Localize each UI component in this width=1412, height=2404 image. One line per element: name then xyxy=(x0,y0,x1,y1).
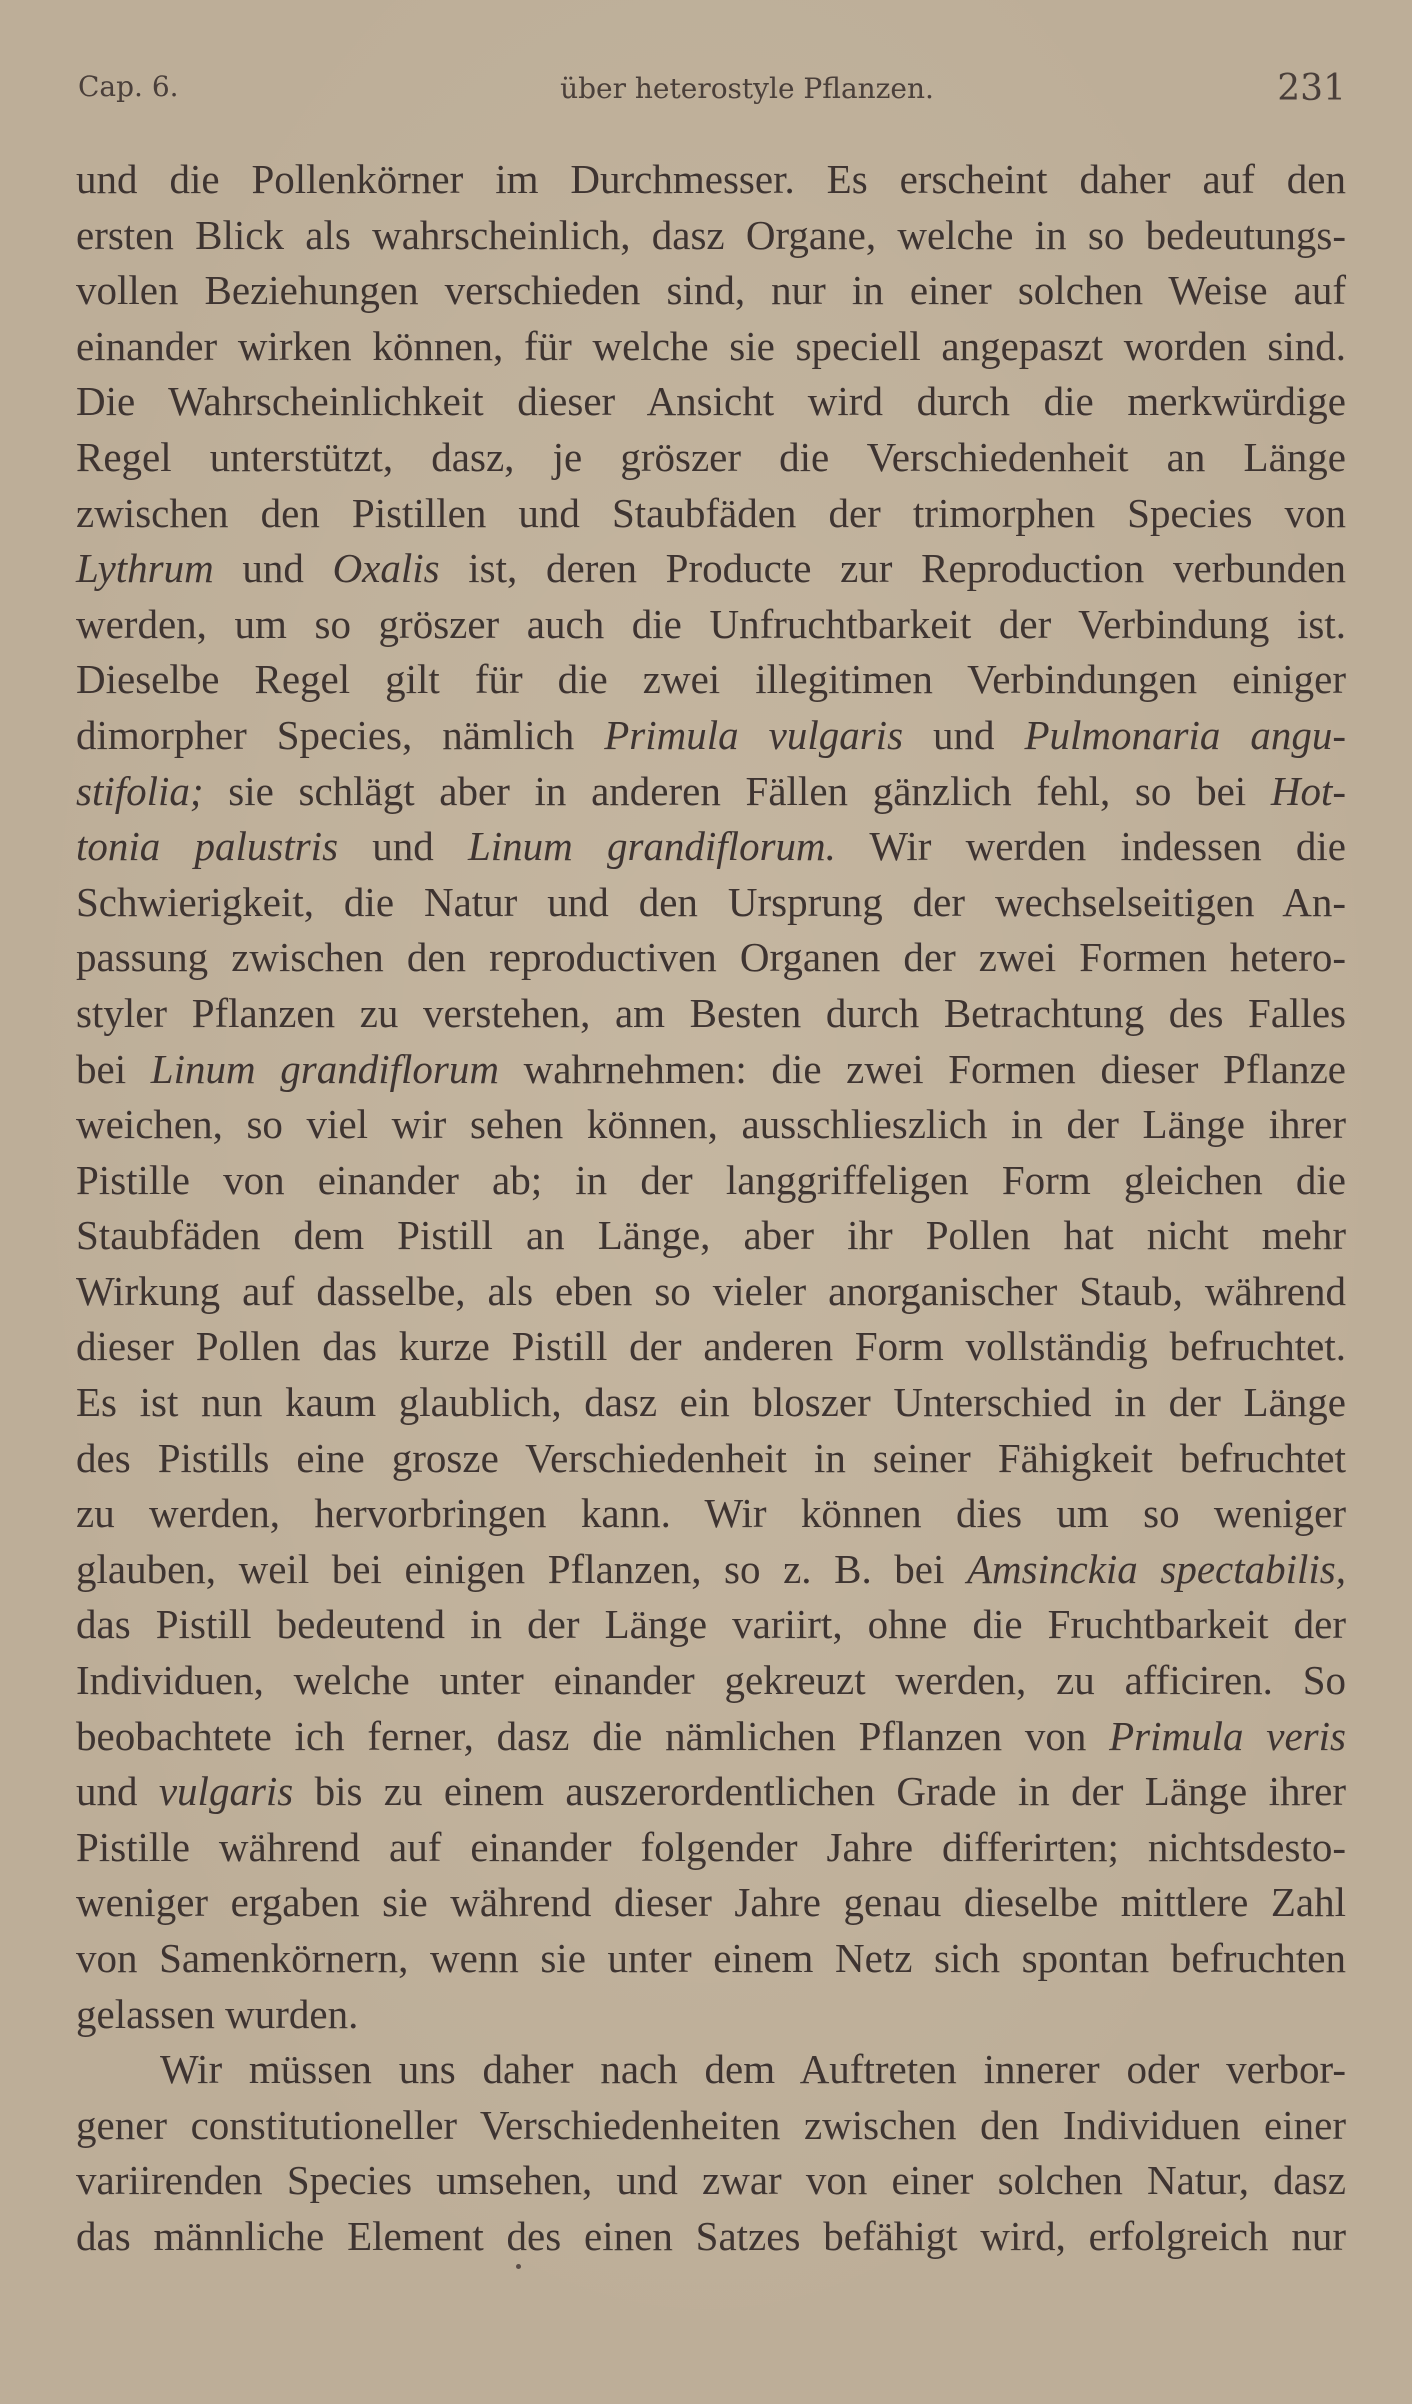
text-line: Pistille von einander ab; in der langgriffeligen Form gleichen die xyxy=(76,1156,1346,1203)
text-line: Dieselbe Regel gilt für die zwei illegitimen Verbindungen einiger xyxy=(76,656,1346,703)
chapter-label: Cap. 6. xyxy=(78,70,179,103)
text-line: Wir müssen uns daher nach dem Auftreten innerer oder verbor- xyxy=(160,2046,1346,2093)
running-title: über heterostyle Pflanzen. xyxy=(560,72,934,105)
text-line: gelassen wurden. xyxy=(76,1990,359,2037)
italic-taxon: tonia palustris xyxy=(76,823,339,870)
text-line: beobachtete ich ferner, dasz die nämlichen Pflanzen von Primula veris xyxy=(76,1712,1346,1759)
print-speck xyxy=(516,2264,521,2269)
text-line: Regel unterstützt, dasz, je gröszer die Verschiedenheit an Länge xyxy=(76,433,1346,480)
text-line: werden, um so gröszer auch die Unfruchtbarkeit der Verbindung ist. xyxy=(76,600,1346,647)
text-line: passung zwischen den reproductiven Organen der zwei Formen hetero- xyxy=(76,934,1346,981)
italic-taxon: Linum grandiflorum xyxy=(150,1045,499,1092)
italic-taxon: Pulmonaria angu- xyxy=(1024,711,1346,758)
italic-taxon: vulgaris xyxy=(158,1768,294,1815)
italic-taxon: Primula vulgaris xyxy=(604,711,904,758)
text-line: weniger ergaben sie während dieser Jahre genau dieselbe mittlere Zahl xyxy=(76,1879,1346,1926)
text-line: ersten Blick als wahrscheinlich, dasz Organe, welche in so bedeutungs- xyxy=(76,211,1346,258)
text-line: Es ist nun kaum glaublich, dasz ein bloszer Unterschied in der Länge xyxy=(76,1379,1346,1426)
text-line: dieser Pollen das kurze Pistill der anderen Form vollständig befruchtet. xyxy=(76,1323,1346,1370)
text-line: variirenden Species umsehen, und zwar von einer solchen Natur, dasz xyxy=(76,2157,1346,2204)
text-line: Individuen, welche unter einander gekreuzt werden, zu afficiren. So xyxy=(76,1657,1346,1704)
text-line: Lythrum und Oxalis ist, deren Producte zur Reproduction verbunden xyxy=(76,545,1347,592)
text-line: bei Linum grandiflorum wahrnehmen: die zwei Formen dieser Pflanze xyxy=(76,1045,1346,1092)
italic-taxon: Hot- xyxy=(1270,767,1346,814)
text-line: weichen, so viel wir sehen können, ausschlieszlich in der Länge ihrer xyxy=(76,1101,1346,1148)
text-line: und die Pollenkörner im Durchmesser. Es erscheint daher auf den xyxy=(76,156,1346,202)
italic-taxon: Lythrum xyxy=(76,545,214,592)
body-text xyxy=(76,152,1346,2265)
text-line: Staubfäden dem Pistill an Länge, aber ihr Pollen hat nicht mehr xyxy=(76,1212,1346,1259)
page-number: 231 xyxy=(1277,68,1346,109)
running-header xyxy=(78,62,1346,112)
text-line: Wirkung auf dasselbe, als eben so vieler anorganischer Staub, während xyxy=(76,1267,1346,1314)
text-line: zu werden, hervorbringen kann. Wir können dies um so weniger xyxy=(76,1490,1346,1537)
text-line: das männliche Element des einen Satzes befähigt wird, erfolgreich nur xyxy=(76,2212,1346,2259)
text-line: stifolia; sie schlägt aber in anderen Fällen gänzlich fehl, so bei Hot- xyxy=(76,767,1346,814)
text-line: styler Pflanzen zu verstehen, am Besten durch Betrachtung des Falles xyxy=(76,989,1346,1036)
text-line: Schwierigkeit, die Natur und den Ursprung der wechselseitigen An- xyxy=(76,878,1346,925)
italic-taxon: Amsinckia spectabilis, xyxy=(967,1545,1346,1592)
text-line: von Samenkörnern, wenn sie unter einem Netz sich spontan befruchten xyxy=(76,1935,1346,1981)
italic-taxon: Primula veris xyxy=(1109,1712,1346,1759)
italic-taxon: Linum grandiflorum. xyxy=(467,823,836,870)
text-line: vollen Beziehungen verschieden sind, nur in einer solchen Weise auf xyxy=(76,267,1346,314)
text-line: gener constitutioneller Verschiedenheiten zwischen den Individuen einer xyxy=(76,2101,1346,2148)
text-line: zwischen den Pistillen und Staubfäden der trimorphen Species von xyxy=(76,489,1346,536)
text-line: des Pistills eine grosze Verschiedenheit in seiner Fähigkeit befruchtet xyxy=(76,1434,1346,1481)
text-line: dimorpher Species, nämlich Primula vulgaris und Pulmonaria angu- xyxy=(76,711,1346,758)
text-line: tonia palustris und Linum grandiflorum. Wir werden indessen die xyxy=(76,823,1346,870)
italic-taxon: Oxalis xyxy=(332,545,440,592)
text-line: einander wirken können, für welche sie speciell angepaszt worden sind. xyxy=(76,322,1346,369)
italic-taxon: stifolia; xyxy=(76,767,204,814)
text-line: das Pistill bedeutend in der Länge variirt, ohne die Fruchtbarkeit der xyxy=(76,1601,1346,1648)
text-line: glauben, weil bei einigen Pflanzen, so z. B. bei Amsinckia spectabilis, xyxy=(76,1545,1346,1592)
text-line: Die Wahrscheinlichkeit dieser Ansicht wird durch die merkwürdige xyxy=(76,378,1346,425)
text-line: und vulgaris bis zu einem auszerordentlichen Grade in der Länge ihrer xyxy=(76,1768,1346,1815)
text-line: Pistille während auf einander folgender Jahre differirten; nichtsdesto- xyxy=(76,1823,1346,1870)
